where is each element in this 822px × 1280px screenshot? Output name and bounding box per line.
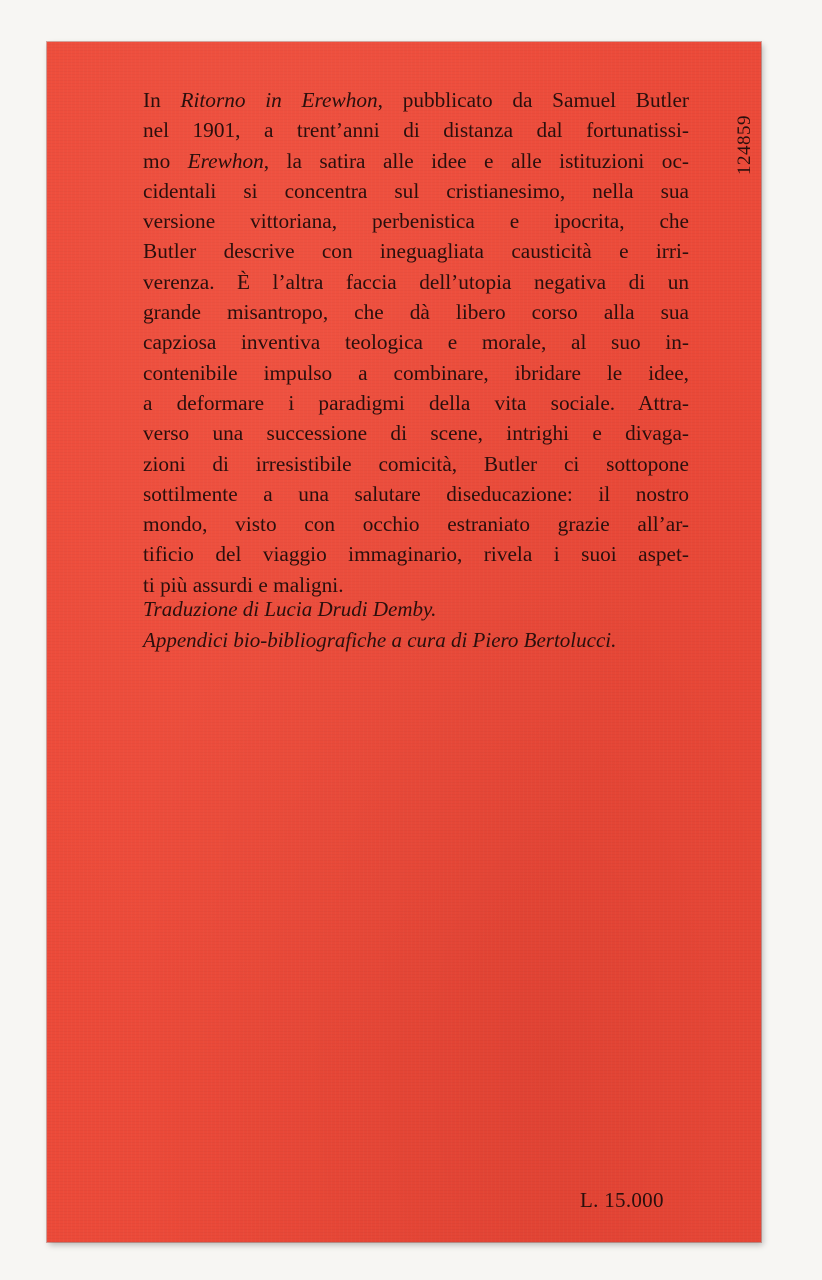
blurb-line: In Ritorno in Erewhon, pubblicato da Samuel Butler bbox=[143, 88, 689, 112]
credits bbox=[143, 594, 703, 655]
blurb-line: capziosa inventiva teologica e morale, al suo in- bbox=[143, 330, 689, 355]
translation-credit: Traduzione di Lucia Drudi Demby. bbox=[143, 597, 437, 621]
book-back-cover bbox=[47, 42, 761, 1242]
blurb-line: grande misantropo, che dà libero corso alla sua bbox=[143, 300, 689, 325]
blurb-line: mondo, visto con occhio estraniato grazie all’ar- bbox=[143, 512, 689, 537]
appendices-credit: Appendici bio-bibliografiche a cura di Piero Bertolucci. bbox=[143, 627, 617, 652]
blurb-line: contenibile impulso a combinare, ibridare le idee, bbox=[143, 360, 689, 385]
blurb-line: tificio del viaggio immaginario, rivela i suoi aspet- bbox=[143, 542, 689, 567]
blurb-line: cidentali si concentra sul cristianesimo, nella sua bbox=[143, 178, 689, 203]
book-title-italic: Erewhon bbox=[187, 148, 264, 173]
blurb-line: Butler descrive con ineguagliata causticità e irri- bbox=[143, 239, 689, 264]
blurb-line: versione vittoriana, perbenistica e ipocrita, che bbox=[143, 209, 689, 234]
price-label: L. 15.000 bbox=[580, 1188, 664, 1212]
catalog-number-text: 124859 bbox=[734, 115, 755, 175]
blurb-line: mo Erewhon, la satira alle idee e alle istituzioni oc- bbox=[143, 148, 689, 173]
blurb-line: verenza. È l’altra faccia dell’utopia negativa di un bbox=[143, 269, 689, 294]
catalog-number bbox=[730, 100, 760, 190]
blurb-text bbox=[143, 85, 689, 600]
blurb-line: zioni di irresistibile comicità, Butler ci sottopone bbox=[143, 451, 689, 476]
blurb-line: ti più assurdi e maligni. bbox=[143, 572, 344, 597]
blurb-line: verso una successione di scene, intrighi e divaga- bbox=[143, 421, 689, 446]
blurb-line: nel 1901, a trent’anni di distanza dal fortunatissi- bbox=[143, 118, 689, 143]
blurb-line: sottilmente a una salutare diseducazione: il nostro bbox=[143, 481, 689, 506]
book-title-italic: Ritorno in Erewhon bbox=[180, 88, 378, 112]
blurb-line: a deformare i paradigmi della vita sociale. Attra- bbox=[143, 390, 689, 415]
